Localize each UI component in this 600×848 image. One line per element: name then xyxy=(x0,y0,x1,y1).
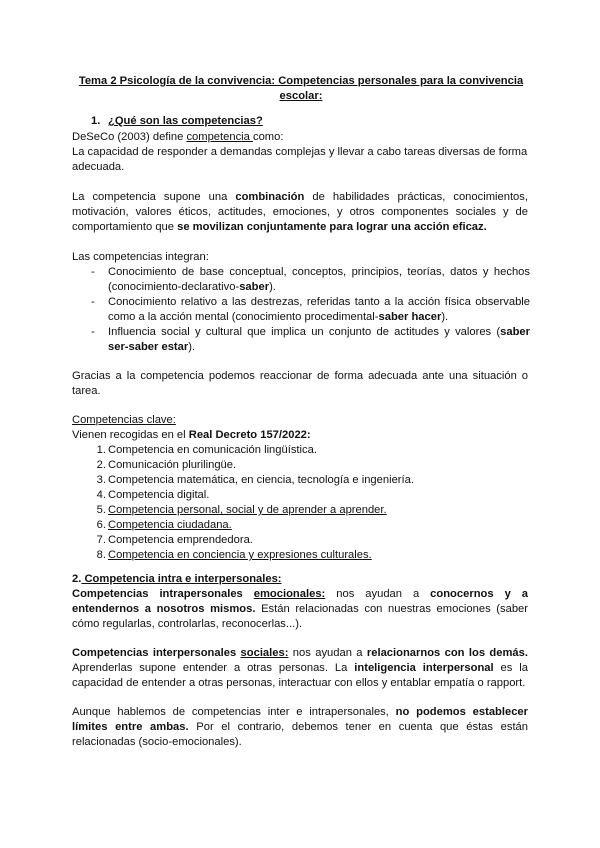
bullet-2-line-1: Conocimiento relativo a las destrezas, referidas tanto a la acción física observable xyxy=(108,296,530,308)
aunque-line-2: límites entre ambas. Por el contrario, debemos tener en cuenta que éstas están xyxy=(72,721,528,733)
list-item: Competencia matemática, en ciencia, tecnología e ingeniería. xyxy=(108,474,414,486)
inter-line-3: capacidad de entender a otras personas, interactuar con ellos y entablar empatía o rapport. xyxy=(72,677,526,689)
clave-heading: Competencias clave: xyxy=(72,414,176,426)
definition-line-1: La capacidad de responder a demandas complejas y llevar a cabo tareas diversas de forma xyxy=(72,146,528,158)
aunque-line-1: Aunque hablemos de competencias inter e intrapersonales, no podemos establecer xyxy=(72,706,528,718)
definition-line-2: adecuada. xyxy=(72,161,125,173)
page-title: Tema 2 Psicología de la convivencia: Competencias personales para la convivencia escolar: xyxy=(78,75,524,102)
list-item: Competencia digital. xyxy=(108,489,210,501)
combination-line-3: comportamiento que se movilizan conjuntamente para lograr una acción eficaz. xyxy=(72,221,487,233)
list-item: Competencia emprendedora. xyxy=(108,534,253,546)
combination-line-1: La competencia supone una combinación de habilidades prácticas, conocimientos, xyxy=(72,191,528,203)
aunque-line-3: relacionadas (socio-emocionales). xyxy=(72,736,242,748)
intra-line-3: cómo regularlas, controlarlas, reconocerlas...). xyxy=(72,618,303,630)
list-item-number: 7. xyxy=(96,534,106,546)
inter-line-2: Aprenderlas supone entender a otras personas. La inteligencia interpersonal es la xyxy=(72,662,528,674)
gracias-line-2: tarea. xyxy=(72,385,101,397)
list-item: Competencia en conciencia y expresiones culturales. xyxy=(108,549,372,561)
bullet-1-marker: - xyxy=(91,266,95,278)
combination-line-2: motivación, valores éticos, actitudes, emociones, y otros componentes sociales y de xyxy=(72,206,528,218)
list-item-number: 1. xyxy=(96,444,106,456)
list-item: Competencia ciudadana. xyxy=(108,519,232,531)
list-item-number: 4. xyxy=(96,489,106,501)
list-item: Competencia en comunicación lingüística. xyxy=(108,444,317,456)
deseco-line: DeSeCo (2003) define competencia como: xyxy=(72,131,284,143)
section-1-heading: ¿Qué son las competencias? xyxy=(108,115,263,127)
bullet-1-line-2: (conocimiento-declarativo-saber). xyxy=(108,281,276,293)
list-item: Competencia personal, social y de aprender a aprender. xyxy=(108,504,387,516)
list-item: Comunicación plurilingüe. xyxy=(108,459,237,471)
list-item-number: 3. xyxy=(96,474,106,486)
list-item-number: 5. xyxy=(96,504,106,516)
bullet-1-line-1: Conocimiento de base conceptual, conceptos, principios, teorías, datos y hechos xyxy=(108,266,530,278)
list-item-number: 6. xyxy=(96,519,106,531)
list-item-number: 2. xyxy=(96,459,106,471)
bullet-3-line-1: Influencia social y cultural que implica un conjunto de actitudes y valores (saber xyxy=(108,326,530,338)
intra-line-1: Competencias intrapersonales emocionales: nos ayudan a conocernos y a xyxy=(72,588,528,600)
competencia-term: competencia xyxy=(186,131,253,143)
list-item-number: 8. xyxy=(96,549,106,561)
section-2-heading: 2. Competencia intra e interpersonales: xyxy=(72,573,282,585)
intra-line-2: entendernos a nosotros mismos. Están relacionadas con nuestras emociones (saber xyxy=(72,603,528,615)
bullet-2-line-2: como a la acción mental (conocimiento procedimental-saber hacer). xyxy=(108,311,449,323)
inter-line-1: Competencias interpersonales sociales: nos ayudan a relacionarnos con los demás. xyxy=(72,647,528,659)
bullet-3-line-2: ser-saber estar). xyxy=(108,341,196,353)
bullet-2-marker: - xyxy=(91,296,95,308)
bullet-3-marker: - xyxy=(91,326,95,338)
integran-line: Las competencias integran: xyxy=(72,251,209,263)
section-1-number: 1. xyxy=(91,115,101,127)
gracias-line-1: Gracias a la competencia podemos reaccionar de forma adecuada ante una situación o xyxy=(72,370,528,382)
clave-intro: Vienen recogidas en el Real Decreto 157/2022: xyxy=(72,429,311,441)
